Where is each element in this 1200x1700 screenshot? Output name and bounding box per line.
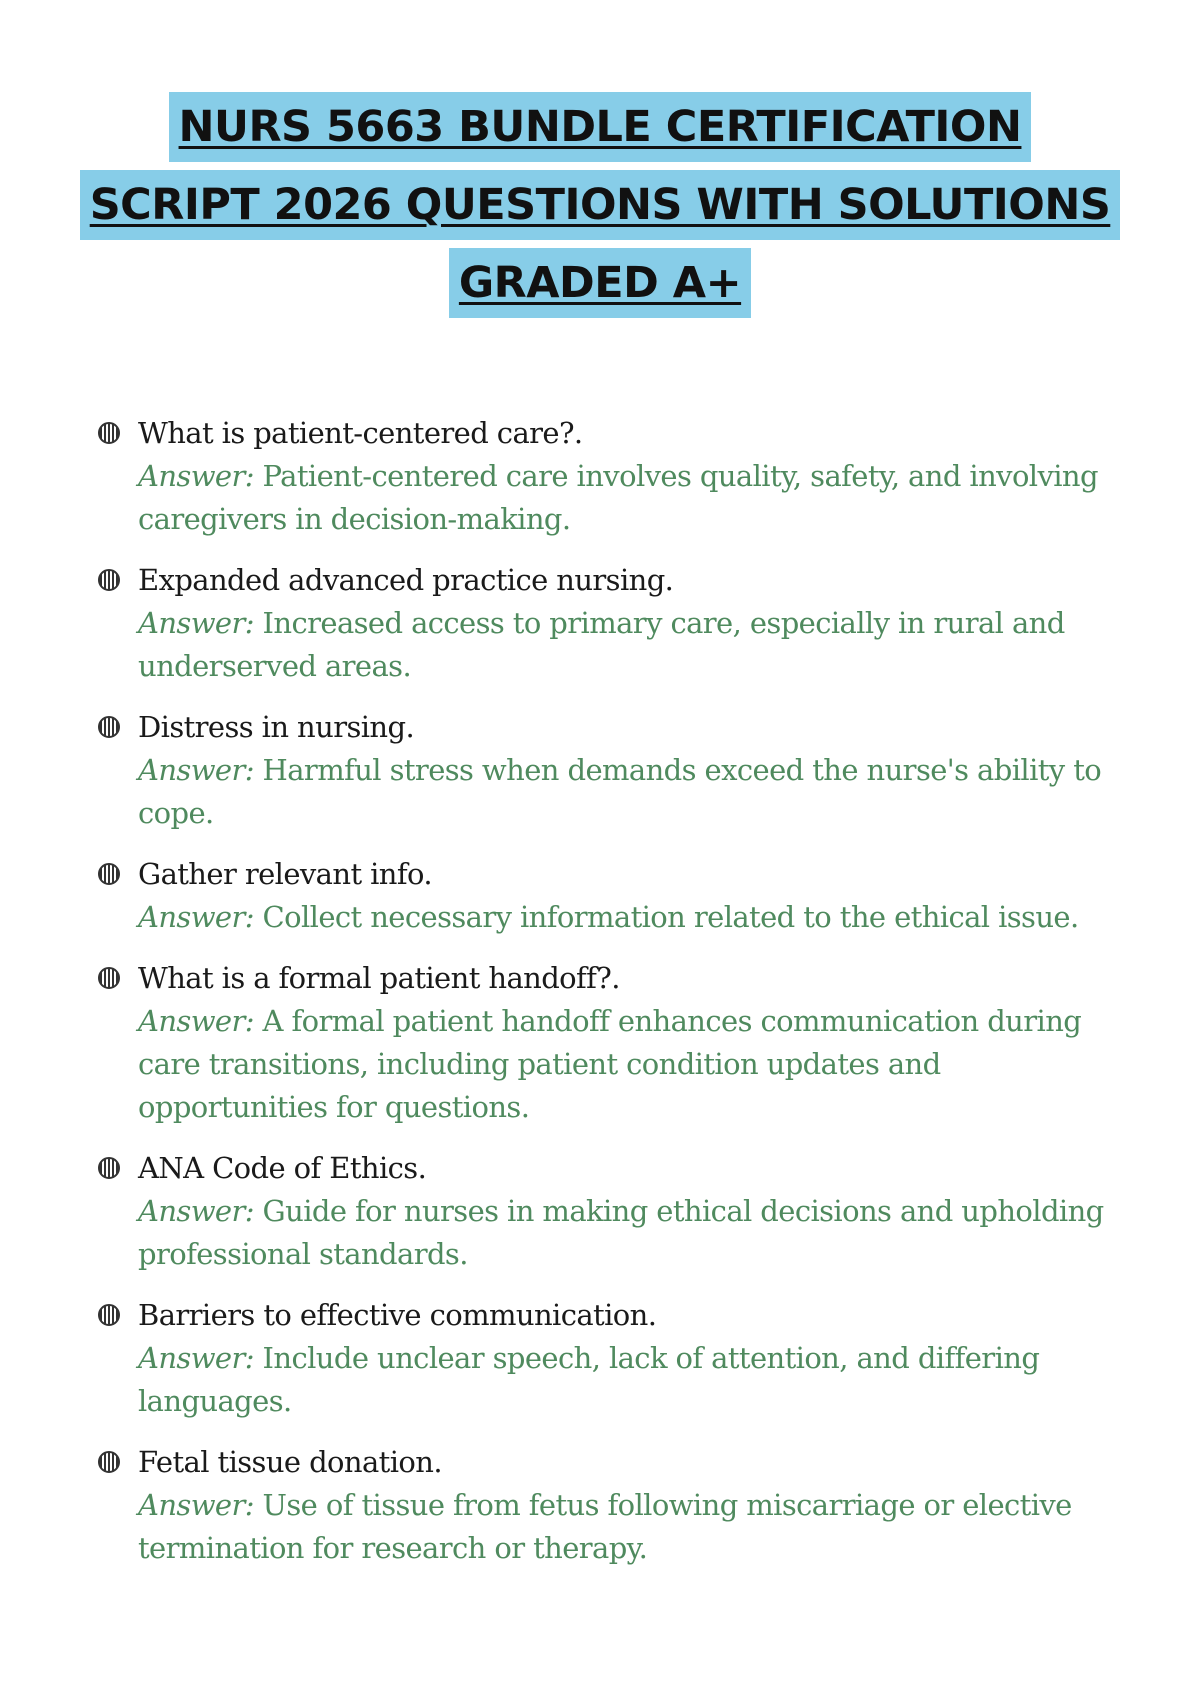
question-text: What is a formal patient handoff?. [138, 961, 620, 995]
qa-item [98, 1147, 1138, 1276]
striped-circle-bullet-icon [98, 569, 120, 591]
answer-text [138, 1000, 1138, 1129]
answer-label: Answer: [138, 1488, 254, 1522]
answer-text [138, 602, 1138, 688]
qa-item [98, 412, 1138, 541]
qa-item [98, 853, 1138, 939]
striped-circle-bullet-icon [98, 1451, 120, 1473]
title-line-3: GRADED A+ [449, 248, 751, 318]
question-text: Distress in nursing. [138, 710, 415, 744]
answer-body: Increased access to primary care, especially in rural and underserved areas. [138, 606, 1065, 683]
answer-label: Answer: [138, 1004, 254, 1038]
qa-item [98, 559, 1138, 688]
striped-circle-bullet-icon [98, 863, 120, 885]
striped-circle-bullet-icon [98, 422, 120, 444]
answer-label: Answer: [138, 606, 254, 640]
question-text: Gather relevant info. [138, 857, 432, 891]
answer-label: Answer: [138, 1341, 254, 1375]
answer-text [138, 749, 1138, 835]
striped-circle-bullet-icon [98, 716, 120, 738]
answer-text [138, 896, 1138, 939]
qa-item [98, 957, 1138, 1129]
qa-item [98, 706, 1138, 835]
question-text: What is patient-centered care?. [138, 416, 583, 450]
title-line-2: SCRIPT 2026 QUESTIONS WITH SOLUTIONS [80, 170, 1121, 240]
question-text: Expanded advanced practice nursing. [138, 563, 674, 597]
answer-body: Harmful stress when demands exceed the nurse's ability to cope. [138, 753, 1102, 830]
question-text: Barriers to effective communication. [138, 1298, 657, 1332]
answer-body: Collect necessary information related to the ethical issue. [262, 900, 1079, 934]
answer-text [138, 1190, 1138, 1276]
answer-body: A formal patient handoff enhances communication during care transitions, including patient condition updates and opportunities for questions. [138, 1004, 1082, 1124]
striped-circle-bullet-icon [98, 1304, 120, 1326]
answer-label: Answer: [138, 459, 254, 493]
answer-body: Guide for nurses in making ethical decisions and upholding professional standards. [138, 1194, 1104, 1271]
answer-body: Include unclear speech, lack of attention, and differing languages. [138, 1341, 1040, 1418]
answer-label: Answer: [138, 753, 254, 787]
striped-circle-bullet-icon [98, 1157, 120, 1179]
question-text: Fetal tissue donation. [138, 1445, 442, 1479]
answer-text [138, 1484, 1138, 1570]
question-text: ANA Code of Ethics. [138, 1151, 427, 1185]
answer-text [138, 455, 1138, 541]
title-line-1: NURS 5663 BUNDLE CERTIFICATION [169, 92, 1032, 162]
answer-label: Answer: [138, 900, 254, 934]
qa-list [98, 412, 1138, 1588]
answer-text [138, 1337, 1138, 1423]
answer-body: Patient-centered care involves quality, safety, and involving caregivers in decision-making. [138, 459, 1098, 536]
striped-circle-bullet-icon [98, 967, 120, 989]
document-title [0, 92, 1200, 326]
qa-item [98, 1441, 1138, 1570]
qa-item [98, 1294, 1138, 1423]
answer-body: Use of tissue from fetus following miscarriage or elective termination for research or therapy. [138, 1488, 1072, 1565]
answer-label: Answer: [138, 1194, 254, 1228]
